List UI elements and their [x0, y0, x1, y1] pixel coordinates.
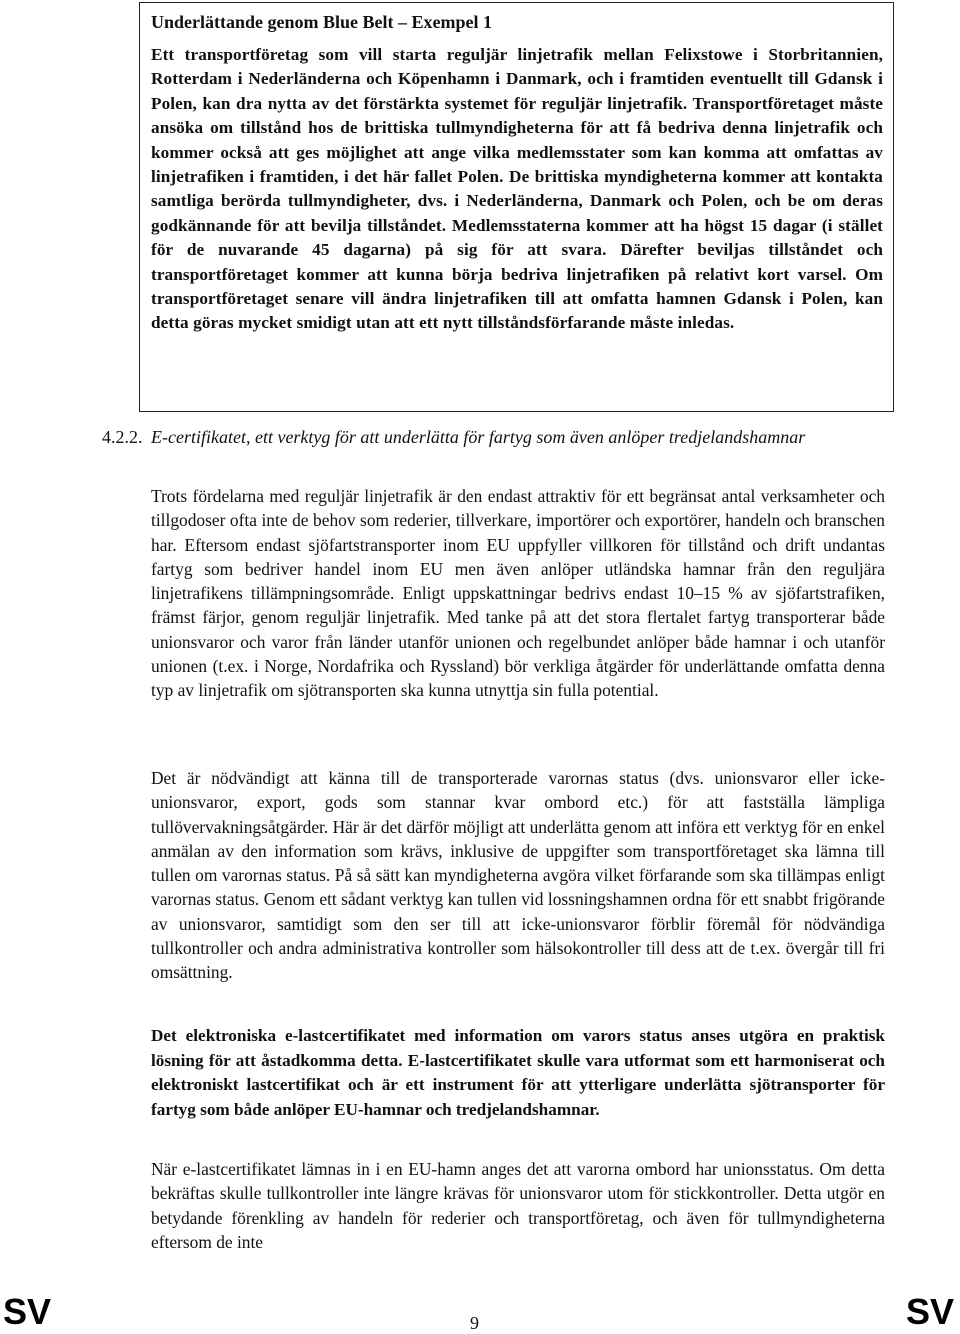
paragraph-2: Det är nödvändigt att känna till de transporterade varornas status (dvs. unionsvaror eller icke-unionsvaror, export, gods som stannar kvar ombord etc.) för att fastställa lämpliga tullövervakningsåtgärder. Här är det därför möjligt att underlätta genom att införa ett verktyg för en enkel anmälan av den information som krävs, inklusive de uppgifter som transportföretaget ska lämna till tullen om varornas status. På så sätt kan myndigheterna avgöra vilket förfarande som ska tillämpas enligt varornas status. Genom ett sådant verktyg kan tullen vid lossningshamnen ordna för ett snabbt frigörande av unionsvaror, samtidigt som den ser till att icke-unionsvaror förblir föremål för nödvändiga tullkontroller och andra administrativa kontroller som hälsokontroller till dess att de t.ex. övergår till fri omsättning. [151, 768, 886, 983]
example-box-body: Ett transportföretag som vill starta reguljär linjetrafik mellan Felixstowe i Storbritannien, Rotterdam i Nederländerna och Köpenhamn i Danmark, och i framtiden eventuellt till Gdansk i Polen, kan dra nytta av det förstärkta systemet för reguljär linjetrafik. Transportföretaget måste ansöka om tillstånd hos de brittiska tullmyndigheterna för att få bedriva denna linjetrafik och kommer också att ges möjlighet att ange vilka medlemsstater som kan komma att omfattas av linjetrafiken i framtiden, i det här fallet Polen. De brittiska myndigheterna kommer att kontakta samtliga berörda tullmyndigheter, dvs. i Nederländerna, Danmark och Polen, och be om deras godkännande för att bevilja tillståndet. Medlemsstaterna kommer att ha högst 15 dagar (i stället för de nuvarande 45 dagarna) på sig för att svara. Därefter beviljas tillståndet och transportföretaget kommer att kunna börja bedriva linjetrafiken på relativt kort varsel. Om transportföretaget senare vill ändra linjetrafiken till att omfatta hamnen Gdansk i Polen, kan detta göras mycket smidigt utan att ett nytt tillståndsförfarande måste inledas. [151, 45, 883, 333]
page-number: 9 [470, 1313, 479, 1333]
example-box [139, 2, 894, 412]
paragraph-4: När e-lastcertifikatet lämnas in i en EU-hamn anges det att varorna ombord har unionsstatus. Om detta bekräftas skulle tullkontroller inte längre krävas för unionsvaror utom för stickkontroller. Detta utgör en betydande förenkling av handeln för rederier och transportföretag, och även för tullmyndigheterna eftersom de inte [151, 1159, 885, 1252]
section-title: E-certifikatet, ett verktyg för att underlätta för fartyg som även anlöper tredjelandshamnar [151, 427, 806, 447]
paragraph-3-bold: Det elektroniska e-lastcertifikatet med information om varors status anses utgöra en praktisk lösning för att åstadkomma detta. E-lastcertifikatet skulle vara utformat som ett harmoniserat och elektroniskt lastcertifikat och är ett instrument för att ytterligare underlätta sjötransporter för fartyg som både anlöper EU-hamnar och tredjelandshamnar. [151, 1026, 885, 1119]
example-box-title: Underlättande genom Blue Belt – Exempel 1 [151, 12, 492, 32]
paragraph-1: Trots fördelarna med reguljär linjetrafik är den endast attraktiv för ett begränsat antal verksamheter och tillgodoser ofta inte de behov som rederier, tillverkare, importörer och exportörer, handeln och branschen har. Eftersom endast sjöfartstransporter inom EU uppfyller villkoren för tillstånd och drift undantas fartyg som bedriver handel inom EU men även anlöper utländska hamnar från den reguljära linjetrafikens tillämpningsområde. Enligt uppskattningar bedrivs endast 10–15 % av sjöfartstrafiken, främst färjor, genom reguljär linjetrafik. Med tanke på att det stora flertalet fartyg transporterar både unionsvaror och varor från länder utanför unionen och regelbundet anlöper både hamnar i och utanför unionen (t.ex. i Norge, Nordafrika och Ryssland) bör verkliga åtgärder för underlättande omfatta denna typ av linjetrafik om sjötransporten ska kunna utnyttja sin fulla potential. [151, 486, 885, 701]
footer-language-left: SV [3, 1291, 52, 1332]
section-number: 4.2.2. [102, 427, 143, 447]
footer-language-right: SV [905, 1291, 954, 1332]
